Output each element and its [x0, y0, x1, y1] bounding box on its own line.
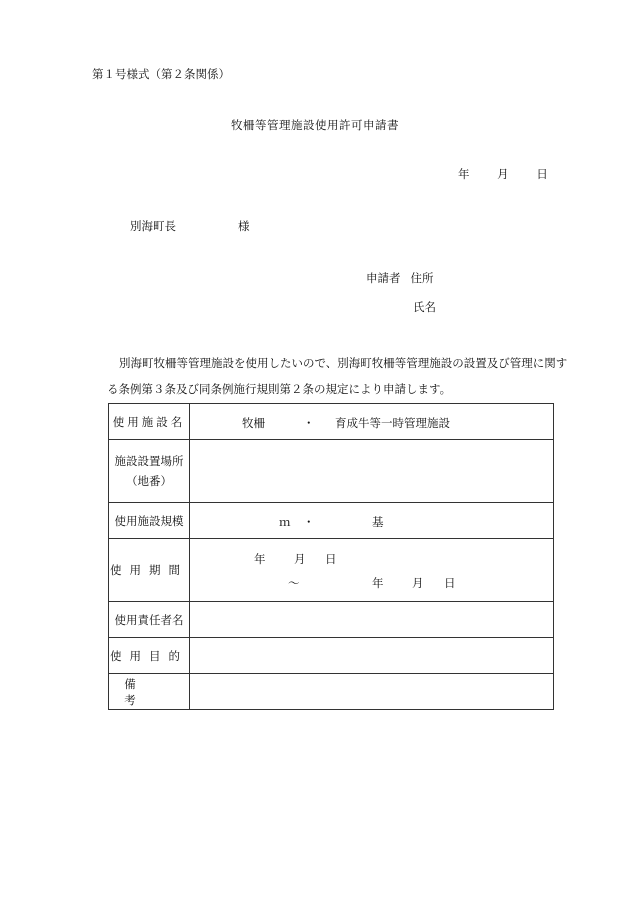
- date-month: 月: [497, 167, 509, 181]
- row-remarks: [109, 674, 554, 710]
- label-period: 使用期間: [109, 539, 190, 602]
- period-end-year: 年: [372, 576, 384, 590]
- application-form-table: [108, 403, 554, 710]
- row-purpose: [109, 638, 554, 674]
- period-end-month: 月: [412, 576, 424, 590]
- scale-value: [190, 503, 554, 539]
- form-number: 第１号様式（第２条関係）: [92, 67, 230, 81]
- applicant-block: [366, 270, 436, 315]
- period-tilde: ～: [288, 576, 300, 590]
- period-start-month: 月: [294, 552, 306, 566]
- period-start-day: 日: [325, 552, 337, 566]
- period-value: [190, 539, 554, 602]
- row-scale: [109, 503, 554, 539]
- label-facility-name: 使用施設名: [109, 404, 190, 440]
- period-start-year: 年: [254, 552, 266, 566]
- scale-unit-ki: 基: [372, 514, 384, 529]
- label-location: 施設設置場所 （地番）: [109, 440, 190, 503]
- body-text: [107, 350, 577, 402]
- facility-option-fence: 牧柵: [242, 415, 265, 430]
- date-year: 年: [458, 167, 470, 181]
- scale-unit-m: ｍ: [279, 514, 291, 529]
- label-scale: 使用施設規模: [109, 503, 190, 539]
- applicant-address-label: 住所: [410, 271, 434, 285]
- location-value: [190, 440, 554, 503]
- facility-option-sep: ・: [303, 415, 315, 430]
- label-remarks: 備考: [109, 674, 190, 710]
- addressee: [130, 218, 250, 234]
- addressee-name: 別海町長: [130, 219, 176, 233]
- facility-name-value: [190, 404, 554, 440]
- date-day: 日: [536, 167, 548, 181]
- date-line: [458, 166, 548, 182]
- label-purpose: 使用目的: [109, 638, 190, 674]
- applicant-name-label: 氏名: [413, 300, 436, 314]
- purpose-value: [190, 638, 554, 674]
- manager-value: [190, 602, 554, 638]
- period-end-day: 日: [444, 576, 456, 590]
- facility-option-cattle: 育成牛等一時管理施設: [335, 415, 450, 430]
- row-location: [109, 440, 554, 503]
- body-paragraph: 別海町牧柵等管理施設を使用したいので、別海町牧柵等管理施設の設置及び管理に関する条例第３条及び同条例施行規則第２条の規定により申請します。: [107, 356, 568, 396]
- applicant-label: 申請者: [366, 271, 401, 285]
- remarks-value: [190, 674, 554, 710]
- document-title: 牧柵等管理施設使用許可申請書: [231, 118, 399, 132]
- row-facility-name: [109, 404, 554, 440]
- addressee-honorific: 様: [238, 219, 250, 233]
- row-manager: [109, 602, 554, 638]
- scale-sep: ・: [303, 514, 315, 529]
- row-period: [109, 539, 554, 602]
- label-manager: 使用責任者名: [109, 602, 190, 638]
